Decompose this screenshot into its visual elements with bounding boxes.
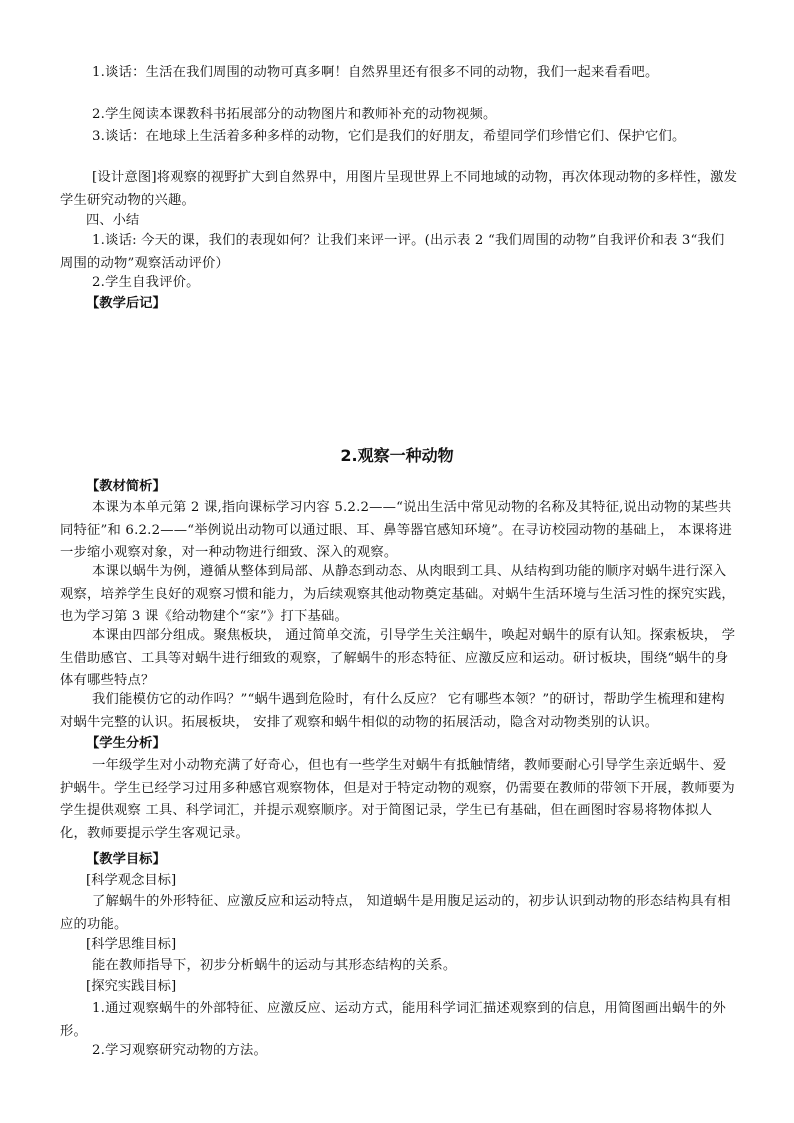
paragraph: 一年级学生对小动物充满了好奇心，但也有一些学生对蜗牛有抵触情绪，教师要耐心引导学生亲近蜗牛、爱护蜗牛。学生已经学习过用多种感官观察物体，但是对于特定动物的观察，仍需要在教师的带领下开展，教师要为学生提供观察 工具、科学词汇，并提示观察顺序。对于简图记录，学生已有基础，但在画图时容易将物体拟人化，教师要提示学生客观记录。: [60, 758, 735, 841]
paragraph: 2.学习观察研究动物的方法。: [92, 1043, 268, 1058]
paragraph: 我们能模仿它的动作吗？”“蜗牛遇到危险时，有什么反应？ 它有哪些本领？”的研讨，帮助学生梳理和建构对蜗牛完整的认识。拓展板块， 安排了观察和蜗牛相似的动物的拓展活动，隐含对动物类别的认识。: [60, 692, 725, 730]
lesson-title: 2.观察一种动物: [340, 446, 454, 465]
paragraph: 本课为本单元第 2 课,指向课标学习内容 5.2.2——“说出生活中常见动物的名称及其特征,说出动物的某些共同特征”和 6.2.2——“举例说出动物可以通过眼、耳、鼻等器官感知环境”。在寻访校园动物的基础上， 本课将进一步缩小观察对象，对一种动物进行细致、深入的观察。: [60, 500, 733, 560]
section-heading: 【教学后记】: [86, 296, 166, 311]
paragraph: 1.谈话：生活在我们周围的动物可真多啊！自然界里还有很多不同的动物，我们一起来看看吧。: [92, 65, 659, 80]
section-heading: 【教材简析】: [86, 479, 166, 494]
paragraph: 本课由四部分组成。聚焦板块， 通过简单交流，引导学生关注蜗牛，唤起对蜗牛的原有认知。探索板块， 学生借助感官、工具等对蜗牛进行细致的观察，了解蜗牛的形态特征、应激反应和运动。研讨板块，围绕“蜗牛的身体有哪些特点？: [60, 628, 736, 688]
paragraph: 本课以蜗牛为例，遵循从整体到局部、从静态到动态、从肉眼到工具、从结构到功能的顺序对蜗牛进行深入观察，培养学生良好的观察习惯和能力，为后续观察其他动物奠定基础。对蜗牛生活环境与生活习性的探究实践，也为学习第 3 课《给动物建个“家”》打下基础。: [60, 564, 735, 624]
paragraph: 了解蜗牛的外形特征、应激反应和运动特点， 知道蜗牛是用腹足运动的，初步认识到动物的形态结构具有相应的功能。: [60, 894, 731, 932]
paragraph: 1.谈话: 今天的课，我们的表现如何？让我们来评一评。(出示表 2 “我们周围的动物”自我评价和表 3“我们周围的动物”观察活动评价）: [60, 233, 725, 271]
section-heading: 四、小结: [86, 213, 140, 228]
goal-label: [探究实践目标]: [86, 979, 177, 994]
goal-label: [科学思维目标]: [86, 937, 177, 952]
paragraph: 2.学生阅读本课教科书拓展部分的动物图片和教师补充的动物视频。: [92, 107, 497, 122]
section-heading: 【学生分析】: [86, 736, 166, 751]
paragraph: 2.学生自我评价。: [92, 275, 200, 290]
design-intent: [设计意图]将观察的视野扩大到自然界中，用图片呈现世界上不同地域的动物，再次体现动物的多样性，激发学生研究动物的兴趣。: [60, 170, 738, 208]
section-heading: 【教学目标】: [86, 852, 166, 867]
paragraph: 3.谈话：在地球上生活着多种多样的动物，它们是我们的好朋友，希望同学们珍惜它们、保护它们。: [92, 129, 686, 144]
paragraph: 能在教师指导下，初步分析蜗牛的运动与其形态结构的关系。: [92, 958, 457, 973]
paragraph: 1.通过观察蜗牛的外部特征、应激反应、运动方式，能用科学词汇描述观察到的信息，用简图画出蜗牛的外形。: [60, 1001, 726, 1039]
goal-label: [科学观念目标]: [86, 873, 177, 888]
